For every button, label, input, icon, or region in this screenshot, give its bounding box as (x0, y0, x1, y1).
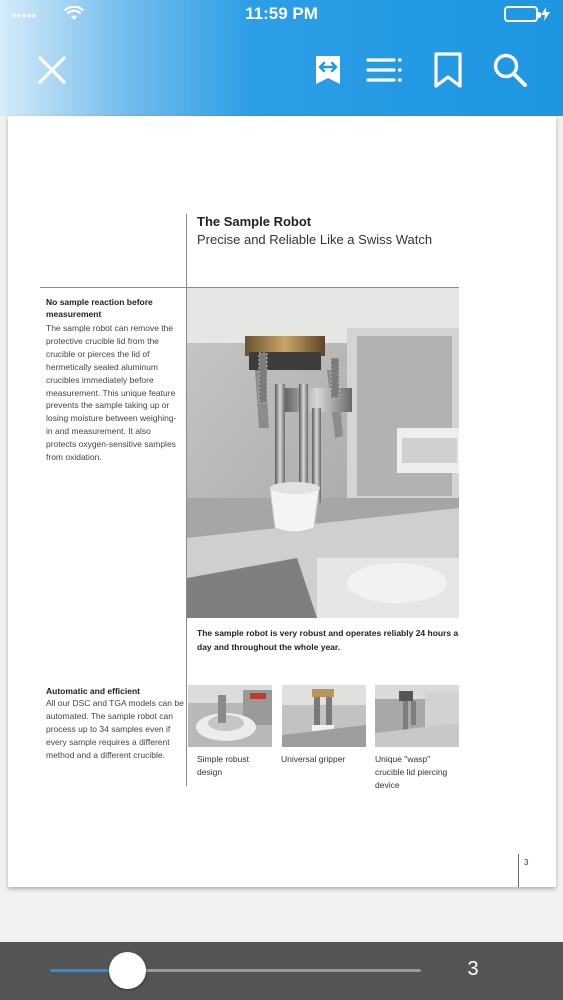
section-heading-automatic: Automatic and efficient (46, 686, 140, 696)
status-time: 11:59 PM (245, 4, 318, 23)
table-of-contents-button[interactable] (364, 48, 408, 92)
close-button[interactable] (30, 48, 74, 92)
fit-width-icon (315, 55, 341, 85)
thumbnail-caption: Unique "wasp" crucible lid piercing device (375, 754, 448, 790)
top-toolbar (0, 0, 563, 116)
bookmark-icon (433, 51, 463, 89)
page-slider[interactable] (50, 969, 421, 972)
thumbnail-caption: Simple robust design (197, 754, 249, 777)
close-icon (37, 55, 67, 85)
thumbnail-wasp-piercing-device (375, 685, 459, 747)
toc-list-icon (366, 57, 406, 83)
page-number: 3 (524, 858, 529, 867)
current-page-label: 3 (467, 958, 479, 980)
bottom-toolbar (0, 942, 563, 1000)
status-bar (0, 0, 563, 30)
thumbnail-robust-design (188, 685, 272, 747)
document-page[interactable] (8, 116, 556, 887)
section-body-no-sample-reaction: The sample robot can remove the protective crucible lid from the crucible or pierces the lid of hermetically sealed aluminum crucibles immediately before measurement. This unique feature prevents the sample taking up or losing moisture between weighing-in and measurement. It also protects oxygen-sensitive samples from oxidation. (46, 323, 177, 463)
page-slider-handle[interactable] (109, 952, 146, 989)
page-title: The Sample Robot (197, 214, 312, 229)
carrier-signal: ••••• (12, 7, 37, 23)
document-viewer[interactable] (0, 116, 563, 942)
sample-robot-photo (187, 288, 459, 618)
thumbnail-universal-gripper (282, 685, 366, 747)
page-number-rule (518, 854, 519, 887)
search-button[interactable] (488, 48, 532, 92)
section-body-automatic: All our DSC and TGA models can be automated. The sample robot can process up to 34 samples even if every sample requires a different method and a different crucible. (46, 698, 184, 760)
bookmark-button[interactable] (426, 48, 470, 92)
photo-caption: The sample robot is very robust and operates reliably 24 hours a day and throughout the whole year. (197, 628, 459, 652)
battery-icon (504, 6, 550, 22)
section-heading-no-sample-reaction: No sample reaction before measurement (46, 297, 153, 319)
search-icon (492, 52, 528, 88)
page-subtitle: Precise and Reliable Like a Swiss Watch (197, 232, 433, 247)
fit-width-button[interactable] (306, 48, 350, 92)
thumbnail-caption: Universal gripper (281, 754, 346, 764)
